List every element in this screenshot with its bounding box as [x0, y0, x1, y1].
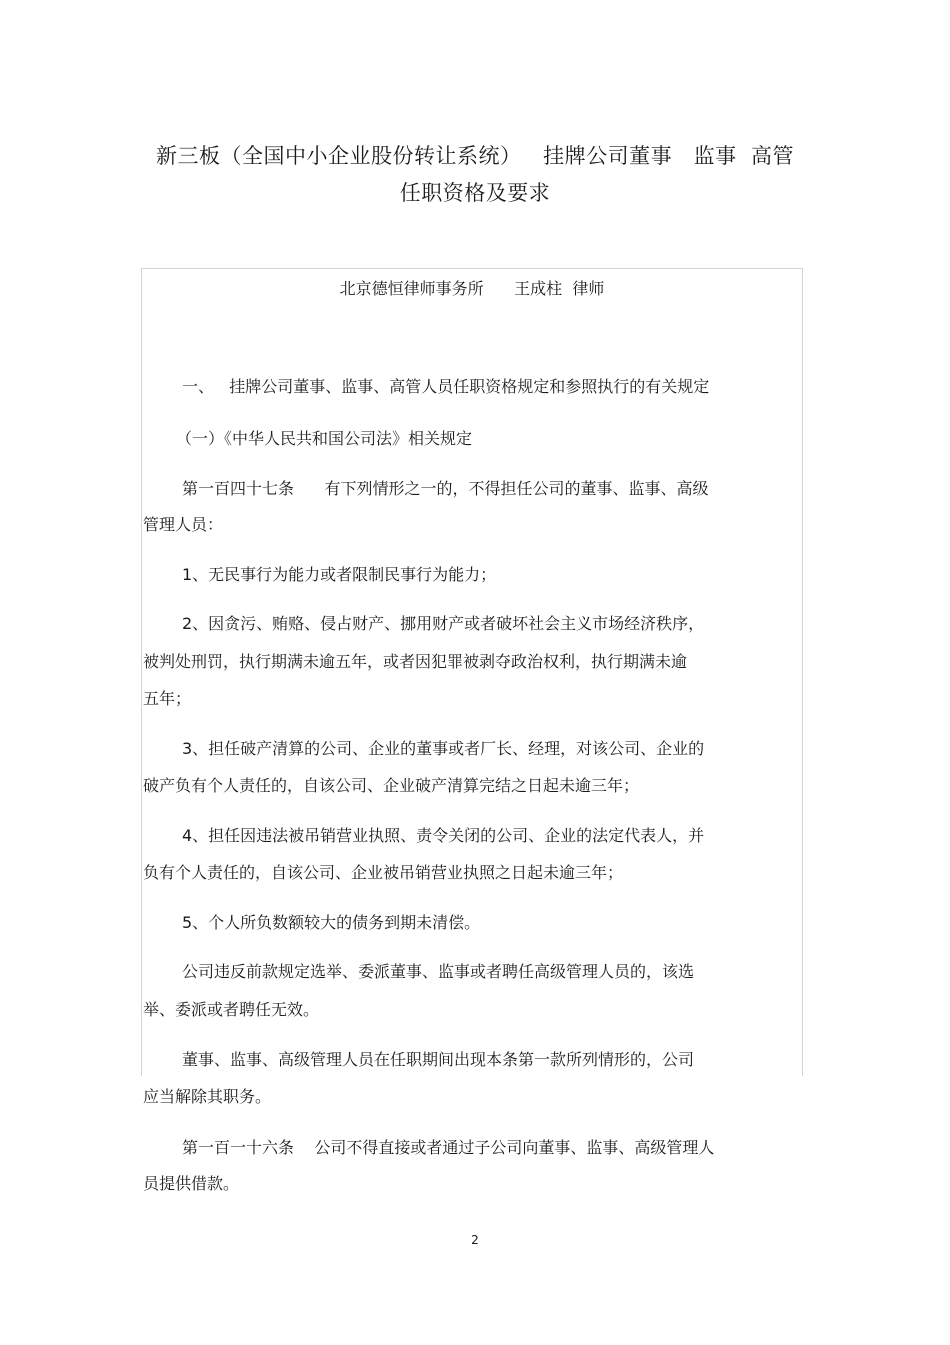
section-heading: 一、 挂牌公司董事、监事、高管人员任职资格规定和参照执行的有关规定 — [182, 377, 710, 396]
item-4-line-2: 负有个人责任的，自该公司、企业被吊销营业执照之日起未逾三年； — [143, 863, 624, 882]
item-4-line-1: 4、担任因违法被吊销营业执照、责令关闭的公司、企业的法定代表人，并 — [182, 826, 705, 845]
article-147-line-2: 管理人员： — [143, 515, 224, 534]
violation-para-line-1: 公司违反前款规定选举、委派董事、监事或者聘任高级管理人员的，该选 — [182, 962, 695, 981]
article-116-line-1: 第一百一十六条 公司不得直接或者通过子公司向董事、监事、高级管理人 — [182, 1138, 715, 1157]
item-2-line-3: 五年； — [143, 689, 192, 708]
item-1: 1、无民事行为能力或者限制民事行为能力； — [182, 565, 497, 584]
item-5: 5、个人所负数额较大的债务到期未清偿。 — [182, 913, 481, 932]
page-title-line-2: 任职资格及要求 — [399, 181, 551, 205]
dismiss-para-line-1: 董事、监事、高级管理人员在任职期间出现本条第一款所列情形的，公司 — [182, 1050, 695, 1069]
article-147-line-1: 第一百四十七条 有下列情形之一的，不得担任公司的董事、监事、高级 — [182, 479, 709, 498]
violation-para-line-2: 举、委派或者聘任无效。 — [143, 1000, 320, 1019]
dismiss-para-line-2: 应当解除其职务。 — [143, 1087, 272, 1106]
item-3-line-1: 3、担任破产清算的公司、企业的董事或者厂长、经理，对该公司、企业的 — [182, 739, 705, 758]
item-2-line-1: 2、因贪污、贿赂、侵占财产、挪用财产或者破坏社会主义市场经济秩序， — [182, 614, 705, 633]
author-line: 北京德恒律师事务所 王成柱 律师 — [339, 279, 605, 298]
article-116-line-2: 员提供借款。 — [143, 1174, 240, 1193]
subheading: （一）《中华人民共和国公司法》相关规定 — [176, 429, 473, 448]
page-title-line-1: 新三板（全国中小企业股份转让系统） 挂牌公司董事 监事 高管 — [156, 144, 794, 168]
page-number: 2 — [471, 1233, 479, 1247]
item-2-line-2: 被判处刑罚，执行期满未逾五年，或者因犯罪被剥夺政治权利，执行期满未逾 — [143, 652, 688, 671]
item-3-line-2: 破产负有个人责任的，自该公司、企业破产清算完结之日起未逾三年； — [143, 776, 640, 795]
